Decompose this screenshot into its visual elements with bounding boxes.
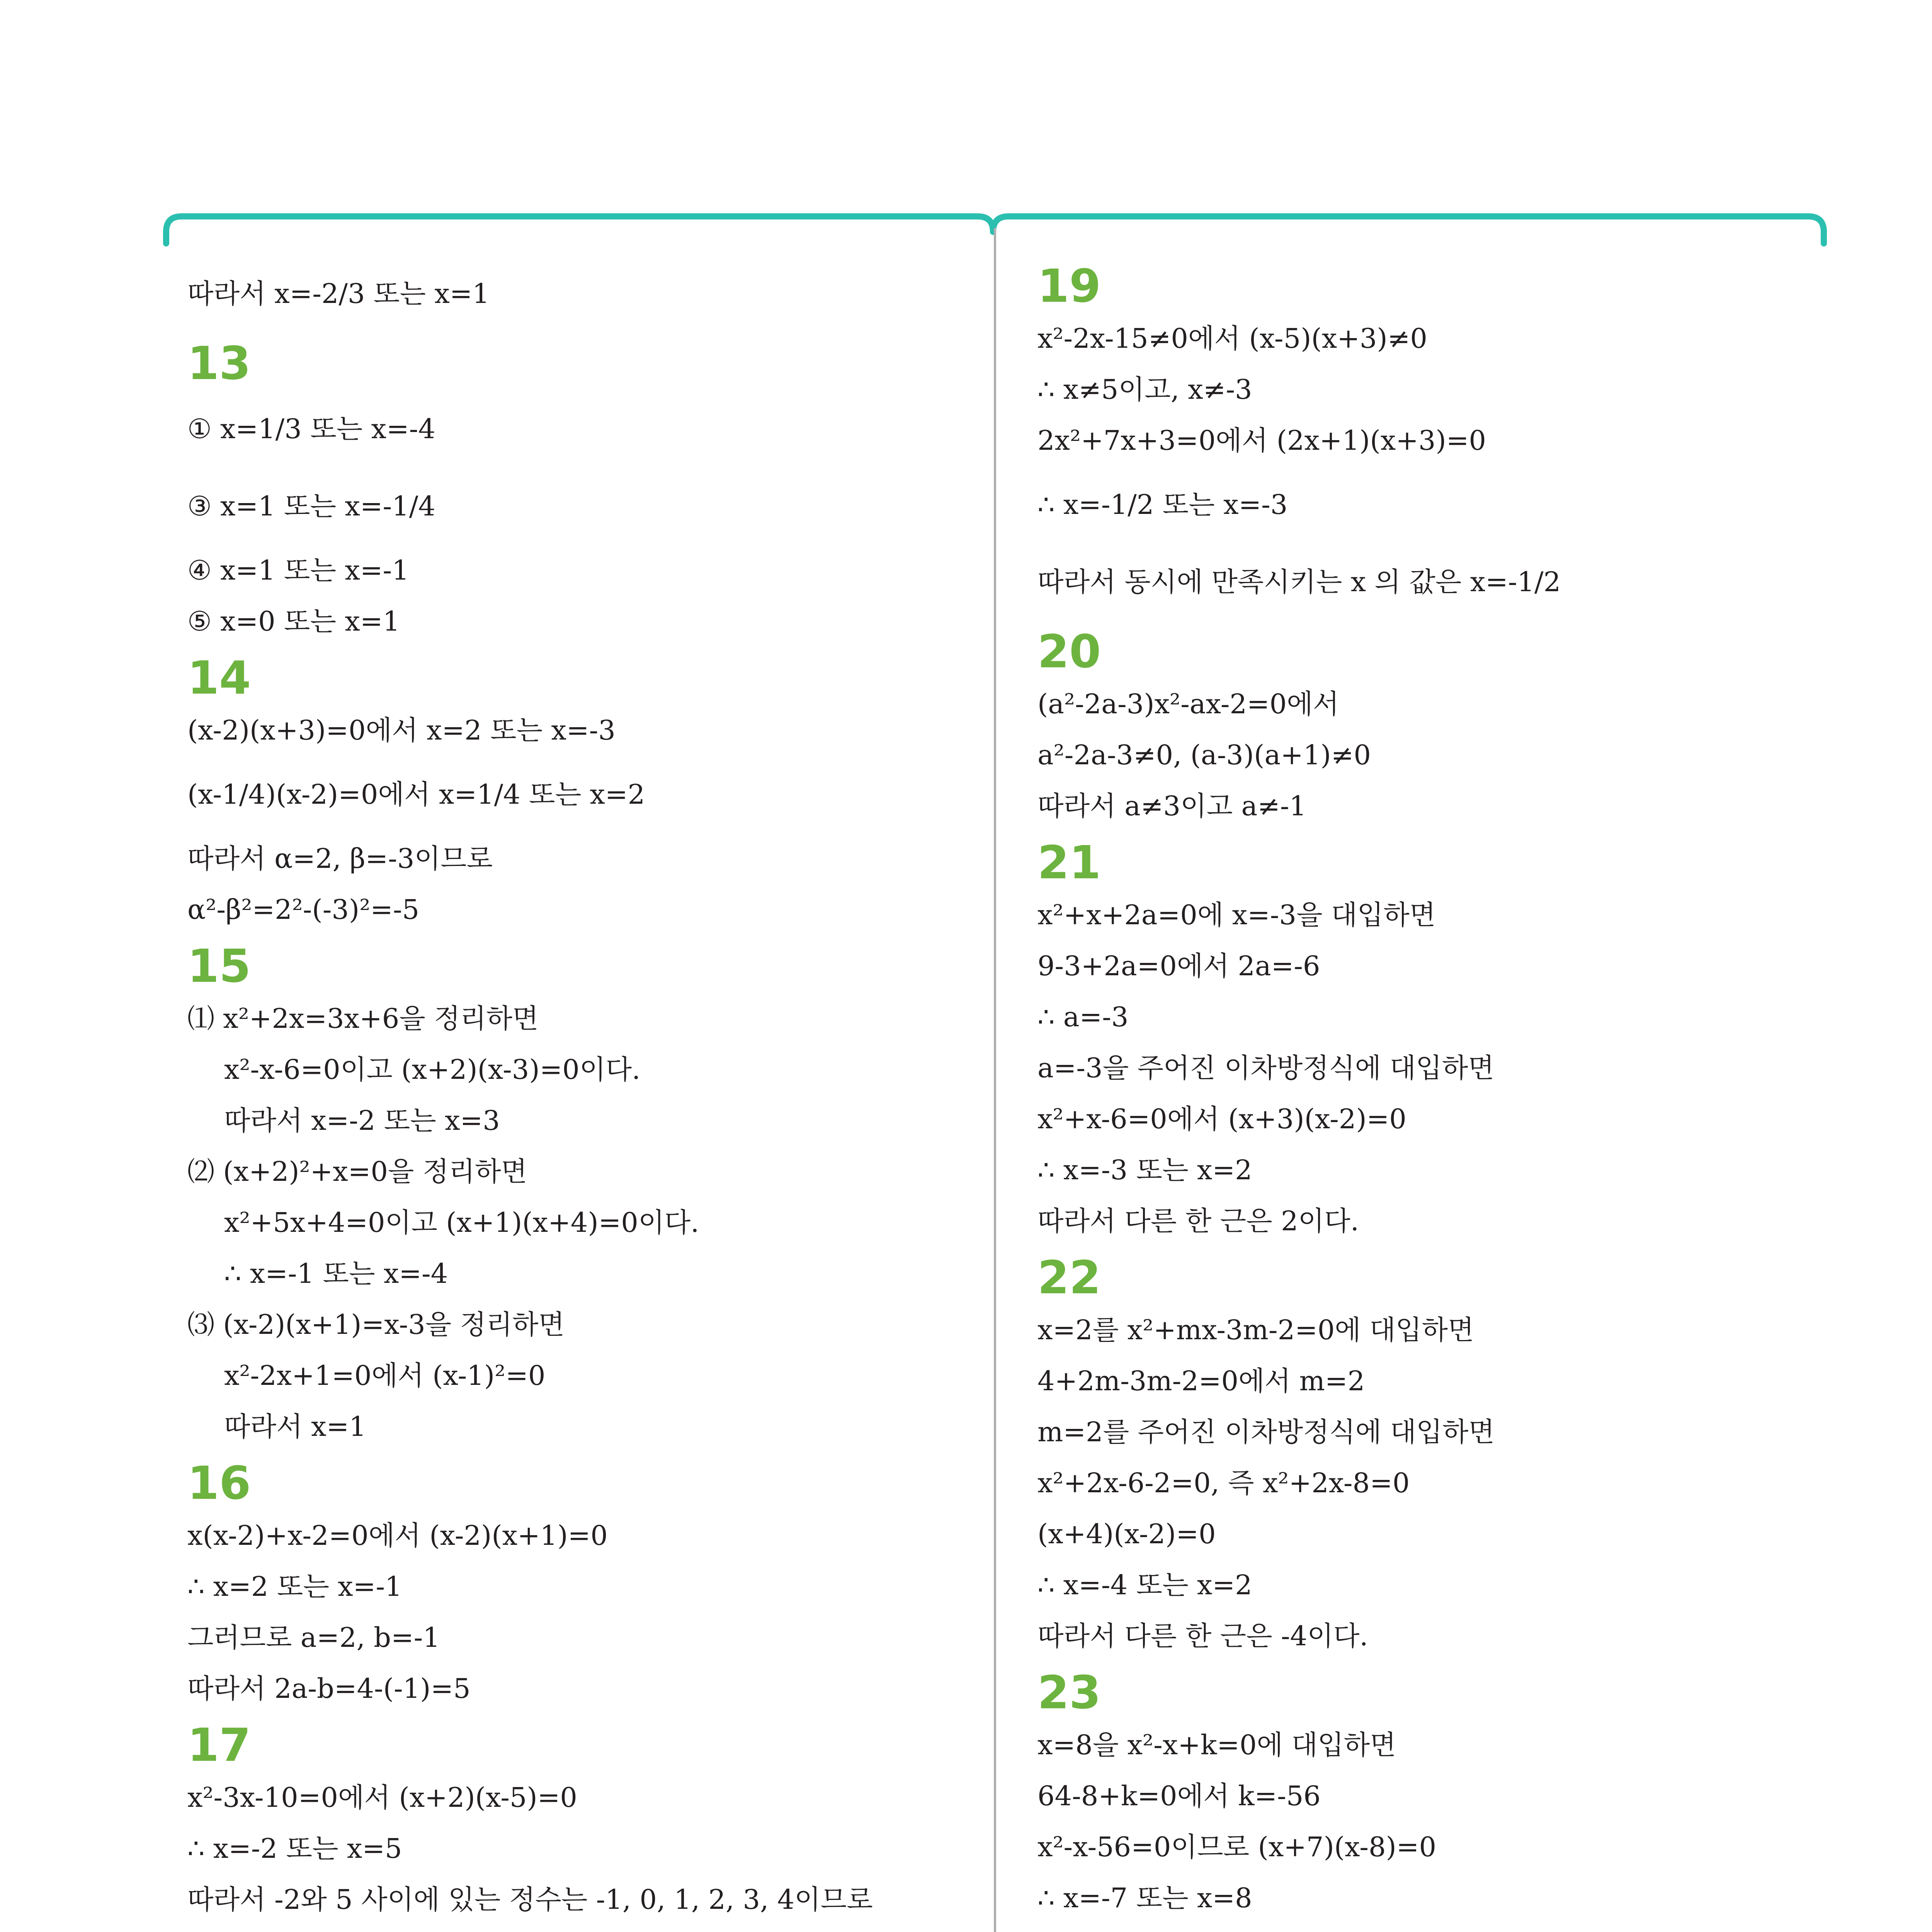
solution-line: ∴ x≠5이고, x≠-3 <box>1037 374 1252 405</box>
solution-line: 따라서 α=2, β=-3이므로 <box>187 843 493 874</box>
question-number: 21 <box>1037 836 1101 889</box>
question-number: 20 <box>1037 625 1101 678</box>
solution-line: ∴ x=-1 또는 x=-4 <box>224 1258 448 1289</box>
solution-line: ① x=1/3 또는 x=-4 <box>187 413 435 445</box>
solution-line: (a²-2a-3)x²-ax-2=0에서 <box>1037 688 1339 720</box>
solution-line: x²-2x+1=0에서 (x-1)²=0 <box>224 1360 546 1391</box>
solution-line: x²+x-6=0에서 (x+3)(x-2)=0 <box>1037 1103 1406 1135</box>
solution-line: 64-8+k=0에서 k=-56 <box>1037 1780 1321 1812</box>
question-number: 17 <box>187 1718 251 1772</box>
solution-line: x(x-2)+x-2=0에서 (x-2)(x+1)=0 <box>187 1520 608 1551</box>
solution-line: ③ x=1 또는 x=-1/4 <box>187 490 435 522</box>
left-column <box>187 255 968 1932</box>
solution-line: ∴ a=-3 <box>1037 1001 1129 1033</box>
header-bracket-right <box>993 216 1824 243</box>
solution-line: x²-x-6=0이고 (x+2)(x-3)=0이다. <box>224 1054 641 1085</box>
solution-line: x=2를 x²+mx-3m-2=0에 대입하면 <box>1037 1314 1474 1346</box>
solution-line: ⑤ x=0 또는 x=1 <box>187 605 400 637</box>
solution-line: α²-β²=2²-(-3)²=-5 <box>187 894 420 925</box>
solution-line: 따라서 다른 한 근은 -4이다. <box>1037 1620 1368 1652</box>
solution-line: ⑶ (x-2)(x+1)=x-3을 정리하면 <box>187 1309 565 1340</box>
solution-line: 9-3+2a=0에서 2a=-6 <box>1037 950 1320 982</box>
solution-line <box>1037 1923 1830 1932</box>
solution-line: 2x²+7x+3=0에서 (2x+1)(x+3)=0 <box>1037 425 1486 456</box>
solution-line: ∴ x=2 또는 x=-1 <box>187 1571 402 1602</box>
header-bracket-left <box>166 216 993 243</box>
solution-line: 따라서 x=1 <box>224 1411 366 1442</box>
solution-line: a=-3을 주어진 이차방정식에 대입하면 <box>1037 1052 1495 1084</box>
solution-line: 따라서 2a-b=4-(-1)=5 <box>187 1673 471 1704</box>
solution-line: 4+2m-3m-2=0에서 m=2 <box>1037 1365 1365 1397</box>
solution-line: 따라서 x=-2/3 또는 x=1 <box>187 278 490 310</box>
solution-line: x²+2x-6-2=0, 즉 x²+2x-8=0 <box>1037 1467 1410 1499</box>
solution-line: x²+x+2a=0에 x=-3을 대입하면 <box>1037 899 1436 931</box>
solution-line: ∴ x=-3 또는 x=2 <box>1037 1154 1252 1186</box>
question-number: 14 <box>187 651 251 704</box>
question-number: 16 <box>187 1456 251 1510</box>
solution-line: x²+5x+4=0이고 (x+1)(x+4)=0이다. <box>224 1207 699 1238</box>
solution-line: 그러므로 a=2, b=-1 <box>187 1622 440 1653</box>
solution-line: 따라서 다른 한 근은 2이다. <box>1037 1205 1359 1237</box>
solution-line: m=2를 주어진 이차방정식에 대입하면 <box>1037 1416 1495 1448</box>
solution-line: ∴ x=-4 또는 x=2 <box>1037 1569 1252 1601</box>
solution-line: x=8을 x²-x+k=0에 대입하면 <box>1037 1729 1396 1761</box>
question-number: 13 <box>187 337 251 390</box>
solution-line: ∴ x=-1/2 또는 x=-3 <box>1037 489 1288 520</box>
solution-line: 따라서 x=-2 또는 x=3 <box>224 1105 500 1136</box>
solution-line: 따라서 -2와 5 사이에 있는 정수는 -1, 0, 1, 2, 3, 4이므로 <box>187 1884 873 1915</box>
question-number: 23 <box>1037 1666 1101 1719</box>
solution-line: ∴ x=-7 또는 x=8 <box>1037 1882 1252 1914</box>
solution-line: (x-1/4)(x-2)=0에서 x=1/4 또는 x=2 <box>187 779 645 810</box>
solution-line: ④ x=1 또는 x=-1 <box>187 554 409 586</box>
solution-line: (x-2)(x+3)=0에서 x=2 또는 x=-3 <box>187 714 616 746</box>
solution-line: 따라서 동시에 만족시키는 x 의 값은 x=-1/2 <box>1037 566 1561 598</box>
solution-line: x²-x-56=0이므로 (x+7)(x-8)=0 <box>1037 1831 1436 1863</box>
right-column <box>1037 255 1830 1932</box>
solution-line: x²-2x-15≠0에서 (x-5)(x+3)≠0 <box>1037 323 1427 354</box>
question-number: 15 <box>187 939 251 993</box>
solution-line: ⑴ x²+2x=3x+6을 정리하면 <box>187 1003 539 1034</box>
question-number: 22 <box>1037 1251 1101 1304</box>
question-number: 19 <box>1037 259 1101 313</box>
solution-line: ⑵ (x+2)²+x=0을 정리하면 <box>187 1156 527 1187</box>
solution-line: 따라서 a≠3이고 a≠-1 <box>1037 790 1307 822</box>
solution-line: x²-3x-10=0에서 (x+2)(x-5)=0 <box>187 1782 577 1813</box>
solution-line: (x+4)(x-2)=0 <box>1037 1518 1216 1550</box>
solution-line: ∴ x=-2 또는 x=5 <box>187 1833 402 1864</box>
solution-line <box>187 1925 968 1932</box>
solution-line: a²-2a-3≠0, (a-3)(a+1)≠0 <box>1037 739 1371 771</box>
